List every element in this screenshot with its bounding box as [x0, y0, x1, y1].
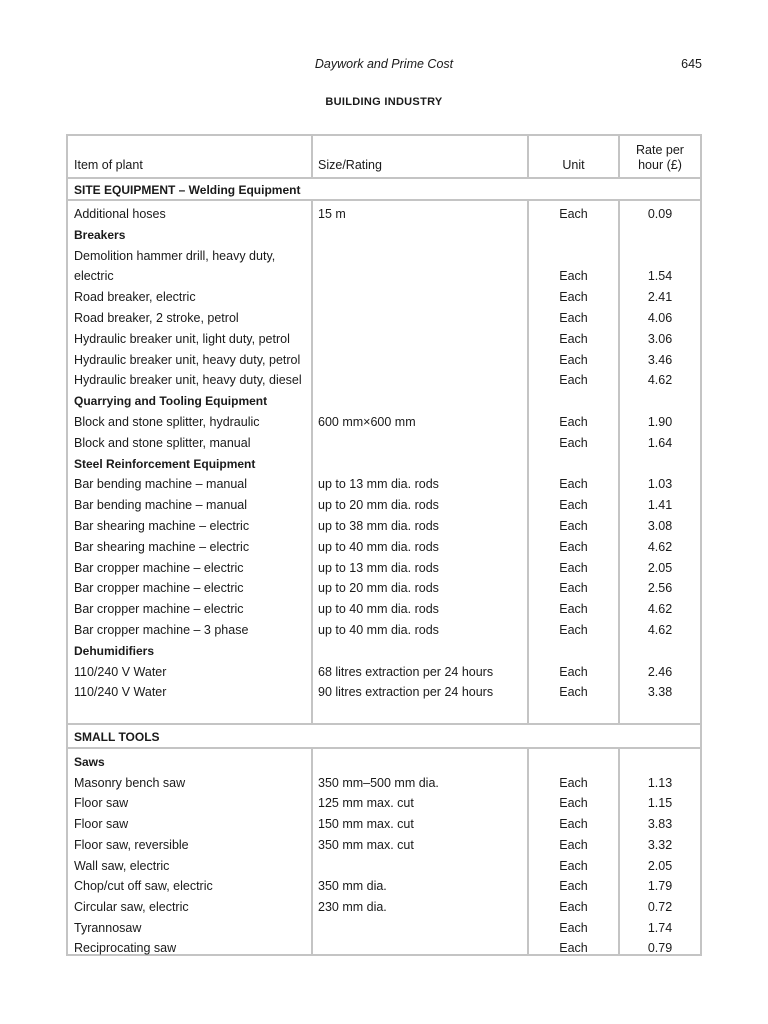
- table-row: [68, 814, 700, 834]
- table-header-row: [68, 136, 700, 179]
- rate-cell: 3.32: [647, 837, 673, 852]
- item-cell: Road breaker, electric: [74, 290, 196, 305]
- rate-cell: 1.15: [647, 796, 673, 811]
- group-title-text: SMALL TOOLS: [74, 730, 160, 744]
- unit-cell: Each: [559, 415, 588, 429]
- table-row: [68, 558, 700, 578]
- size-rating-cell: 350 mm max. cut: [318, 837, 414, 852]
- unit-cell: Each: [559, 373, 588, 388]
- rate-cell: 0.72: [647, 899, 673, 914]
- rate-cell: 2.56: [647, 581, 673, 596]
- rate-cell: 4.62: [647, 602, 673, 617]
- item-cell: Saws: [74, 755, 105, 769]
- rate-cell: 2.41: [647, 290, 673, 305]
- unit-cell: Each: [559, 519, 588, 533]
- unit-cell: Each: [559, 623, 588, 637]
- column-header-item: Item of plant: [74, 158, 143, 172]
- rate-cell: 1.79: [647, 879, 673, 894]
- page-number: 645: [681, 57, 702, 71]
- plant-rate-table: [66, 134, 702, 956]
- rate-cell: 2.46: [647, 664, 673, 679]
- column-header-size: Size/Rating: [318, 158, 382, 172]
- table-row: [68, 412, 700, 432]
- subgroup-heading-row: [68, 454, 700, 474]
- rate-cell: 1.13: [647, 775, 673, 790]
- size-rating-cell: 600 mm×600 mm: [318, 415, 416, 429]
- item-cell: Quarrying and Tooling Equipment: [74, 394, 268, 409]
- item-cell: Steel Reinforcement Equipment: [74, 456, 256, 471]
- column-divider: [311, 136, 313, 177]
- unit-cell: Each: [559, 311, 588, 325]
- subgroup-heading-row: [68, 641, 700, 661]
- item-cell: Reciprocating saw: [74, 941, 177, 956]
- item-cell: electric: [74, 269, 114, 284]
- item-cell: 110/240 V Water: [74, 664, 167, 679]
- unit-cell: Each: [559, 796, 588, 811]
- table-row: [68, 433, 700, 453]
- table-row: [68, 578, 700, 598]
- column-header-unit: Unit: [562, 158, 585, 172]
- table-row: [68, 329, 700, 349]
- table-row: [68, 682, 700, 702]
- size-rating-cell: 230 mm dia.: [318, 899, 387, 914]
- table-row: [68, 350, 700, 370]
- table-row: [68, 918, 700, 938]
- item-cell: Floor saw: [74, 817, 129, 832]
- table-row: [68, 938, 700, 958]
- unit-cell: Each: [559, 352, 588, 367]
- table-row: [68, 773, 700, 793]
- group-title-text: SITE EQUIPMENT – Welding Equipment: [74, 183, 301, 197]
- section-heading: BUILDING INDUSTRY: [325, 96, 443, 108]
- unit-cell: Each: [559, 207, 588, 221]
- size-rating-cell: 350 mm dia.: [318, 879, 387, 894]
- size-rating-cell: up to 40 mm dia. rods: [318, 602, 439, 617]
- rate-cell: 3.06: [647, 331, 673, 346]
- item-cell: Floor saw: [74, 796, 129, 811]
- size-rating-cell: 90 litres extraction per 24 hours: [318, 685, 494, 700]
- item-cell: Hydraulic breaker unit, heavy duty, diesel: [74, 373, 302, 388]
- unit-cell: Each: [559, 435, 588, 450]
- rate-cell: 4.62: [647, 373, 673, 388]
- size-rating-cell: up to 20 mm dia. rods: [318, 498, 439, 513]
- unit-cell: Each: [559, 879, 588, 894]
- unit-cell: Each: [559, 685, 588, 700]
- item-cell: Road breaker, 2 stroke, petrol: [74, 311, 239, 325]
- unit-cell: Each: [559, 775, 588, 790]
- table-row: [68, 537, 700, 557]
- unit-cell: Each: [559, 817, 588, 832]
- size-rating-cell: 150 mm max. cut: [318, 817, 414, 832]
- rate-cell: 0.79: [647, 941, 673, 956]
- table-row: [68, 662, 700, 682]
- item-cell: Wall saw, electric: [74, 858, 170, 873]
- item-cell: Bar shearing machine – electric: [74, 539, 250, 554]
- item-cell: Bar shearing machine – electric: [74, 519, 250, 533]
- item-cell: Hydraulic breaker unit, heavy duty, petrol: [74, 352, 301, 367]
- item-cell: Block and stone splitter, manual: [74, 435, 251, 450]
- size-rating-cell: up to 20 mm dia. rods: [318, 581, 439, 596]
- rate-cell: 3.38: [647, 685, 673, 700]
- rate-cell: 1.74: [647, 920, 673, 935]
- rate-cell: 3.08: [647, 519, 673, 533]
- rate-cell: 4.06: [647, 311, 673, 325]
- subgroup-heading-row: [68, 752, 700, 772]
- rate-cell: 1.41: [647, 498, 673, 513]
- unit-cell: Each: [559, 581, 588, 596]
- rate-cell: 1.03: [647, 477, 673, 492]
- item-cell: Bar cropper machine – electric: [74, 581, 244, 596]
- rate-cell: 3.83: [647, 817, 673, 832]
- unit-cell: Each: [559, 899, 588, 914]
- table-row: [68, 266, 700, 286]
- table-row: [68, 620, 700, 640]
- item-cell: Bar cropper machine – electric: [74, 560, 244, 575]
- column-divider: [527, 136, 529, 177]
- unit-cell: Each: [559, 560, 588, 575]
- table-row: [68, 876, 700, 896]
- rate-cell: 4.62: [647, 539, 673, 554]
- rate-cell: 4.62: [647, 623, 673, 637]
- unit-cell: Each: [559, 269, 588, 284]
- size-rating-cell: 68 litres extraction per 24 hours: [318, 664, 494, 679]
- table-row: [68, 287, 700, 307]
- running-head: [0, 57, 768, 73]
- table-row: [68, 897, 700, 917]
- size-rating-cell: up to 40 mm dia. rods: [318, 623, 439, 637]
- unit-cell: Each: [559, 331, 588, 346]
- group-divider: [68, 723, 700, 725]
- rate-cell: 2.05: [647, 560, 673, 575]
- item-cell: Bar cropper machine – 3 phase: [74, 623, 249, 637]
- rate-cell: 0.09: [647, 207, 673, 221]
- subgroup-heading-row: [68, 391, 700, 411]
- item-cell: Block and stone splitter, hydraulic: [74, 415, 260, 429]
- unit-cell: Each: [559, 941, 588, 956]
- running-title: Daywork and Prime Cost: [314, 57, 454, 71]
- item-cell: Floor saw, reversible: [74, 837, 189, 852]
- rate-cell: 3.46: [647, 352, 673, 367]
- column-header-rate-line2: hour (£): [638, 158, 682, 172]
- table-row: [68, 308, 700, 328]
- unit-cell: Each: [559, 920, 588, 935]
- item-cell: Chop/cut off saw, electric: [74, 879, 213, 894]
- table-row: [68, 370, 700, 390]
- size-rating-cell: 15 m: [318, 207, 346, 221]
- item-cell: Breakers: [74, 227, 126, 242]
- item-cell: Dehumidifiers: [74, 643, 155, 658]
- size-rating-cell: 350 mm–500 mm dia.: [318, 775, 439, 790]
- table-row: [68, 793, 700, 813]
- table-row: [68, 516, 700, 536]
- rate-cell: 1.64: [647, 435, 673, 450]
- table-row: [68, 495, 700, 515]
- size-rating-cell: up to 38 mm dia. rods: [318, 519, 439, 533]
- rate-cell: 1.54: [647, 269, 673, 284]
- item-cell: Circular saw, electric: [74, 899, 189, 914]
- item-cell: Tyrannosaw: [74, 920, 142, 935]
- item-cell: Hydraulic breaker unit, light duty, petrol: [74, 331, 290, 346]
- table-row: [68, 856, 700, 876]
- table-row: [68, 474, 700, 494]
- table-row: [68, 835, 700, 855]
- column-divider: [618, 136, 620, 177]
- item-cell: Masonry bench saw: [74, 775, 186, 790]
- unit-cell: Each: [559, 290, 588, 305]
- column-header-rate-line1: Rate per: [636, 143, 684, 157]
- size-rating-cell: up to 13 mm dia. rods: [318, 560, 439, 575]
- group-divider: [68, 747, 700, 749]
- table-row: [68, 204, 700, 224]
- rate-cell: 1.90: [647, 415, 673, 429]
- unit-cell: Each: [559, 539, 588, 554]
- unit-cell: Each: [559, 498, 588, 513]
- unit-cell: Each: [559, 602, 588, 617]
- size-rating-cell: up to 13 mm dia. rods: [318, 477, 439, 492]
- size-rating-cell: up to 40 mm dia. rods: [318, 539, 439, 554]
- unit-cell: Each: [559, 664, 588, 679]
- unit-cell: Each: [559, 837, 588, 852]
- item-cell: Bar bending machine – manual: [74, 498, 248, 513]
- item-cell: Demolition hammer drill, heavy duty,: [74, 248, 276, 263]
- group-divider: [68, 199, 700, 201]
- item-cell: Additional hoses: [74, 207, 166, 221]
- unit-cell: Each: [559, 477, 588, 492]
- size-rating-cell: 125 mm max. cut: [318, 796, 414, 811]
- item-cell: Bar bending machine – manual: [74, 477, 248, 492]
- item-cell: Bar cropper machine – electric: [74, 602, 244, 617]
- table-row: [68, 599, 700, 619]
- unit-cell: Each: [559, 858, 588, 873]
- subgroup-heading-row: [68, 225, 700, 245]
- item-cell: 110/240 V Water: [74, 685, 167, 700]
- rate-cell: 2.05: [647, 858, 673, 873]
- table-row: [68, 246, 700, 266]
